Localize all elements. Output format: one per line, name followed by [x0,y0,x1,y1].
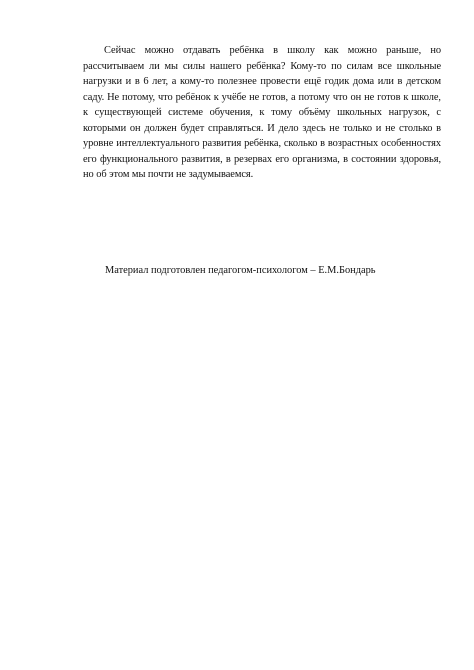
author-credit: Материал подготовлен педагогом-психологом – Е.М.Бондарь [105,265,376,276]
body-paragraph: Сейчас можно отдавать ребёнка в школу как можно раньше, но рассчитываем ли мы силы нашего ребёнка? Кому-то по силам все школьные нагрузки и в 6 лет, а кому-то полезнее провести ещё годик дома или в детском саду. Не потому, что ребёнок к учёбе не готов, а потому что он не готов к школе, к существующей системе обучения, к тому объёму школьных нагрузок, с которыми он должен будет справляться. И дело здесь не только и не столько в уровне интеллектуального развития ребёнка, сколько в возрастных особенностях его функционального развития, в резервах его организма, в состоянии здоровья, но об этом мы почти не задумываемся. [83,45,441,180]
